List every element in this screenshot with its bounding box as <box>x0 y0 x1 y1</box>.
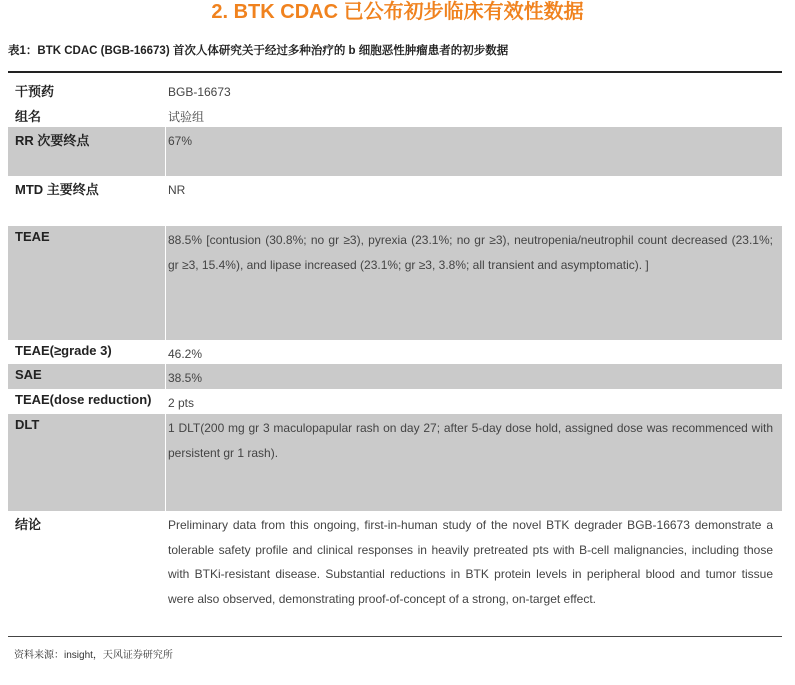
row-label: MTD 主要终点 <box>15 182 99 197</box>
table-top-rule <box>8 71 782 73</box>
table-row-dlt <box>8 414 782 511</box>
row-value: 2 pts <box>168 396 195 410</box>
table-row-dose-reduction <box>8 389 782 414</box>
section-heading: 2. BTK CDAC 已公布初步临床有效性数据 <box>211 1 584 23</box>
row-value: Preliminary data from this ongoing, first-in-human study of the novel BTK degrader BGB-16673 demonstrate a tolerable safety profile and clinical responses in heavily pretreated pts with B-cell malignancies, including those with BTKi-resistant disease. Substantial reductions in BTK protein levels in peripheral blood and tumor tissue were also observed, demonstrating proof-of-concept of a strong, on-target effect. <box>168 518 773 606</box>
table-row-conclusion <box>8 511 782 636</box>
row-value: 67% <box>168 134 193 148</box>
table-row-drug <box>8 78 782 103</box>
row-label: TEAE <box>15 229 50 244</box>
table-row-teae-grade3 <box>8 340 782 364</box>
column-divider <box>165 73 166 636</box>
row-label: DLT <box>15 417 40 432</box>
row-label: RR 次要终点 <box>15 133 90 148</box>
row-value: 88.5% [contusion (30.8%; no gr ≥3), pyrexia (23.1%; no gr ≥3), neutropenia/neutrophil count decreased (23.1%; gr ≥3, 15.4%), and lipase increased (23.1%; gr ≥3, 3.8%; all transient and asymptomatic). ] <box>168 233 773 272</box>
source-note: 资料来源：insight，天风证券研究所 <box>14 650 173 661</box>
row-value: 1 DLT(200 mg gr 3 maculopapular rash on day 27; after 5-day dose hold, assigned dose was recommenced with persistent gr 1 rash). <box>168 421 773 460</box>
row-value: BGB-16673 <box>168 85 231 99</box>
row-value: 试验组 <box>168 110 205 124</box>
table-row-sae <box>8 364 782 389</box>
table-row-teae <box>8 226 782 340</box>
table-row-group <box>8 103 782 127</box>
table-caption: 表1：BTK CDAC (BGB-16673) 首次人体研究关于经过多种治疗的 b 细胞恶性肿瘤患者的初步数据 <box>8 45 509 57</box>
table-row-rr <box>8 127 782 176</box>
table-bottom-rule <box>8 636 782 637</box>
row-value: NR <box>168 183 186 197</box>
row-value: 38.5% <box>168 371 203 385</box>
table-row-mtd <box>8 176 782 226</box>
row-label: 组名 <box>15 109 42 124</box>
row-label: SAE <box>15 367 42 382</box>
row-label: TEAE(dose reduction) <box>15 392 152 407</box>
row-label: 结论 <box>15 517 42 532</box>
row-label: TEAE(≥grade 3) <box>15 343 112 358</box>
row-label: 干预药 <box>15 84 55 99</box>
row-value: 46.2% <box>168 347 203 361</box>
